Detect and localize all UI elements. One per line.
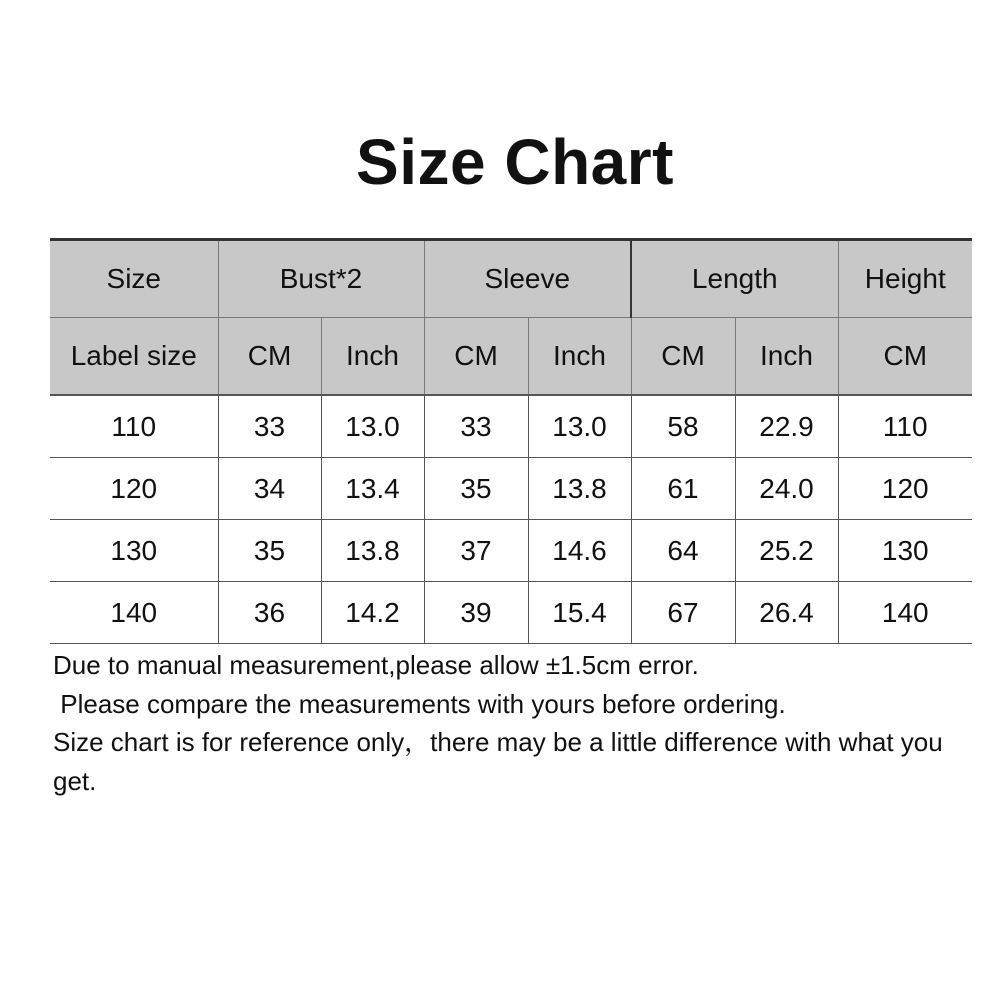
subheader-label-size: Label size — [50, 318, 218, 396]
page-title: Size Chart — [356, 126, 674, 198]
table-cell: 120 — [838, 458, 972, 520]
table-cell: 13.0 — [321, 395, 424, 458]
table-cell: 26.4 — [735, 582, 838, 644]
table-cell: 15.4 — [528, 582, 631, 644]
note-measurement-error: Due to manual measurement,please allow ±1.5cm error. — [53, 650, 699, 680]
table-cell: 33 — [424, 395, 528, 458]
table-cell: 61 — [631, 458, 735, 520]
table-cell: 13.8 — [321, 520, 424, 582]
table-cell: 140 — [50, 582, 218, 644]
table-cell: 110 — [838, 395, 972, 458]
table-cell: 67 — [631, 582, 735, 644]
header-height: Height — [838, 240, 972, 318]
subheader-bust-cm: CM — [218, 318, 321, 396]
subheader-length-cm: CM — [631, 318, 735, 396]
table-cell: 25.2 — [735, 520, 838, 582]
measurement-notes — [53, 646, 973, 800]
table-cell: 13.4 — [321, 458, 424, 520]
note-compare-measurements: Please compare the measurements with yours before ordering. — [53, 688, 786, 719]
size-chart-table — [50, 238, 972, 644]
table-cell: 33 — [218, 395, 321, 458]
header-sleeve: Sleeve — [424, 240, 631, 318]
table-row — [50, 458, 972, 520]
table-cell: 13.8 — [528, 458, 631, 520]
table-cell: 14.2 — [321, 582, 424, 644]
header-size: Size — [50, 240, 218, 318]
table-cell: 22.9 — [735, 395, 838, 458]
table-cell: 130 — [50, 520, 218, 582]
table-cell: 64 — [631, 520, 735, 582]
table-cell: 13.0 — [528, 395, 631, 458]
subheader-sleeve-cm: CM — [424, 318, 528, 396]
group-header-row — [50, 240, 972, 318]
subheader-length-inch: Inch — [735, 318, 838, 396]
table-cell: 39 — [424, 582, 528, 644]
table-cell: 140 — [838, 582, 972, 644]
note-reference-only: Size chart is for reference only，there may be a little difference with what you get. — [53, 727, 950, 796]
table-cell: 24.0 — [735, 458, 838, 520]
table-cell: 36 — [218, 582, 321, 644]
table-cell: 58 — [631, 395, 735, 458]
table-cell: 14.6 — [528, 520, 631, 582]
table-row — [50, 582, 972, 644]
table-cell: 110 — [50, 395, 218, 458]
unit-header-row — [50, 318, 972, 396]
table-cell: 130 — [838, 520, 972, 582]
table-cell: 35 — [424, 458, 528, 520]
subheader-bust-inch: Inch — [321, 318, 424, 396]
subheader-sleeve-inch: Inch — [528, 318, 631, 396]
table-row — [50, 520, 972, 582]
header-length: Length — [631, 240, 838, 318]
table-row — [50, 395, 972, 458]
table-cell: 34 — [218, 458, 321, 520]
subheader-height-cm: CM — [838, 318, 972, 396]
table-cell: 37 — [424, 520, 528, 582]
table-cell: 35 — [218, 520, 321, 582]
header-bust: Bust*2 — [218, 240, 424, 318]
table-cell: 120 — [50, 458, 218, 520]
